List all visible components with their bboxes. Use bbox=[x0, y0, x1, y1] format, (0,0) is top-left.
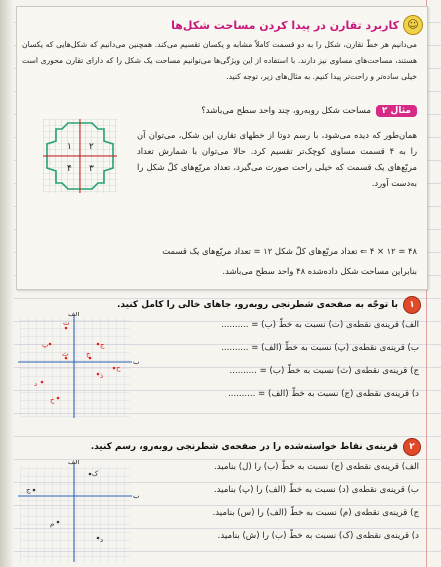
q1-point-t: ت bbox=[63, 319, 70, 327]
question-1-item-a[interactable]: الف) قرینه‌ی نقطه‌ی (ت) نسبت به خطّ (ب) = .......... bbox=[221, 320, 419, 330]
question-2-number: ۲ bbox=[403, 438, 421, 456]
question-1-item-c[interactable]: ج) قرینه‌ی نقطه‌ی (ث) نسبت به خطّ (ب) = .......... bbox=[229, 366, 419, 376]
q1-point-kh: خ bbox=[50, 396, 55, 404]
q1-point-z: ذ bbox=[100, 372, 104, 380]
q1-point-s: ث bbox=[62, 350, 69, 358]
q1-point-h: ح bbox=[116, 364, 121, 372]
q1-point-j2: ج bbox=[86, 350, 91, 358]
question-2-item-b: ب) قرینه‌ی نقطه‌ی (د) نسبت به خطّ (الف) را (پ) بنامید. bbox=[213, 485, 419, 495]
figure-label-3: ۳ bbox=[89, 164, 94, 174]
q2-axis-h-label: ب bbox=[133, 492, 140, 500]
q1-point-j: ج bbox=[100, 341, 105, 349]
question-2-title: قرینه‌ی نقاط خواسته‌شده را در صفحه‌ی شطرنجی روبه‌رو، رسم کنید. bbox=[90, 442, 398, 452]
intro-paragraph: می‌دانیم هر خطّ تقارن، شکل را به دو قسمت کاملاً مشابه و یکسان تقسیم می‌کند. همچنین می‌دانیم که شکل‌هایی که یکسان هستند، مساحت‌های مساوی نیز دارند. با استفاده از این ویژگی‌ها می‌توانیم مساحت یک شکل را که دارای تقارن محوری است خیلی ساده‌تر و راحت‌تر پیدا کنیم. به مثال‌های زیر، توجه کنید. bbox=[22, 40, 417, 81]
question-1-header bbox=[117, 296, 421, 314]
q2-point-m: م bbox=[50, 520, 55, 528]
question-2-item-c: ج) قرینه‌ی نقطه‌ی (م) نسبت به خطّ (الف) را (س) بنامید. bbox=[212, 508, 419, 518]
solution-result: بنابراین مساحت شکل داده‌شده ۴۸ واحد سطح می‌باشد. bbox=[222, 266, 417, 276]
question-1-title: با توجّه به صفحه‌ی شطرنجی روبه‌رو، جاهای خالی را کامل کنید. bbox=[116, 300, 398, 310]
q2-point-d: د bbox=[100, 536, 104, 544]
question-1-grid bbox=[12, 312, 140, 422]
figure-label-4: ۴ bbox=[67, 164, 72, 174]
section-title bbox=[171, 15, 423, 35]
question-1-item-d[interactable]: د) قرینه‌ی نقطه‌ی (ج) نسبت به خطّ (الف) = .......... bbox=[228, 389, 419, 399]
example-badge: مثال ۲ bbox=[376, 105, 417, 117]
q1-point-p: پ bbox=[42, 341, 49, 349]
question-1-number: ۱ bbox=[403, 296, 421, 314]
section-title-text: کاربرد تقارن در پیدا کردن مساحت شکل‌ها bbox=[171, 18, 399, 32]
question-2-item-d: د) قرینه‌ی نقطه‌ی (ک) نسبت به خطّ (ب) را (ش) بنامید. bbox=[217, 531, 419, 541]
solution-paragraph: همان‌طور که دیده می‌شود، با رسم دوتا از خطهای تقارن این شکل، می‌توان آن را به ۴ قسمت مساوی کوچک‌تر تقسیم کرد. حالا می‌توان با شمارش تعداد مربّع‌های یک قسمت که خیلی راحت صورت می‌گیرد، تعداد مربّع‌های کلّ شکل را به‌دست آورد. bbox=[137, 130, 417, 188]
figure-label-2: ۲ bbox=[89, 142, 94, 152]
q1-point-d: د bbox=[34, 380, 38, 388]
octagon-figure bbox=[43, 119, 117, 193]
q2-point-j: ج bbox=[26, 486, 31, 494]
info-box bbox=[16, 6, 428, 290]
q2-point-k: ک bbox=[92, 470, 99, 478]
question-1-item-b[interactable]: ب) قرینه‌ی نقطه‌ی (پ) نسبت به خطّ (الف) = .......... bbox=[221, 343, 419, 353]
q2-axis-v-label: الف bbox=[68, 460, 80, 466]
smiley-icon: ☺ bbox=[403, 15, 423, 35]
q1-axis-h-label: ب bbox=[133, 358, 140, 366]
figure-label-1: ۱ bbox=[67, 142, 72, 152]
example-header bbox=[201, 105, 417, 117]
solution-equation: ۴۸ = ۱۲ × ۴ ⇐ تعداد مربّع‌های کلّ شکل ۱۲ = تعداد مربّع‌های یک قسمت bbox=[162, 246, 417, 256]
q1-axis-v-label: الف bbox=[68, 312, 80, 318]
example-question: مساحت شکل روبه‌رو، چند واحد سطح می‌باشد؟ bbox=[201, 106, 371, 116]
question-2-item-a: الف) قرینه‌ی نقطه‌ی (ج) نسبت به خطّ (ب) را (ل) بنامید. bbox=[214, 462, 419, 472]
question-2-header bbox=[91, 438, 421, 456]
question-2-grid[interactable] bbox=[12, 460, 140, 564]
